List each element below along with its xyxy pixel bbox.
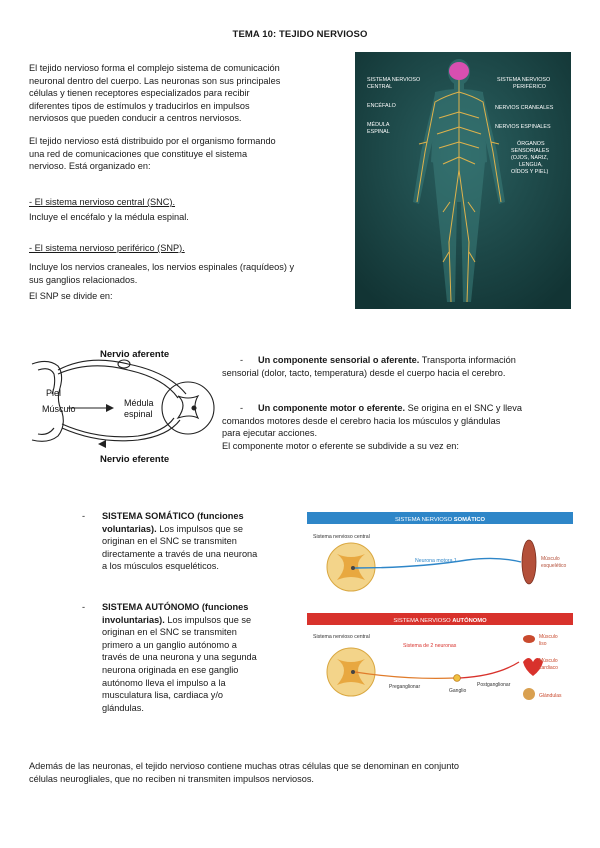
text-line: través de una neurona y una segunda <box>102 652 257 663</box>
somatic-text: Los impulsos que se <box>156 523 243 534</box>
label-organos: ÓRGANOS <box>517 141 545 147</box>
autonomic-spinal-cord <box>327 648 375 696</box>
reflex-arc-figure <box>28 344 218 466</box>
text-line: Además de las neuronas, el tejido nervioso contiene muchas otras células que se denominan en conjunto <box>29 761 460 771</box>
text-line: diferentes tipos de estímulos y traducirlos en impulsos <box>29 100 250 111</box>
somatic-header: SISTEMA NERVIOSO SOMÁTICO <box>394 517 486 523</box>
somatic-system-item <box>82 510 304 573</box>
text-line: originan en el SNC se transmiten <box>102 536 237 547</box>
autonomic-post-label: Postganglionar <box>477 682 511 688</box>
label-encefalo: ENCÉFALO <box>367 103 396 109</box>
reflex-arc-illustration <box>28 344 218 466</box>
text-line: El tejido nervioso forma el complejo sistema de comunicación <box>29 63 280 73</box>
snp-divide-text: El SNP se divide en: <box>29 291 113 301</box>
text-line: neurona originada en ese ganglio <box>102 664 239 675</box>
text-line: autónomo lleva el impulso a la <box>102 677 226 688</box>
text-line: originan en el SNC se transmiten <box>102 627 237 638</box>
snp-text <box>29 261 349 286</box>
cardiac-label-1: Músculo <box>539 658 558 664</box>
ns-diagram <box>307 512 573 712</box>
autonomic-ganglion-label: Ganglio <box>449 688 467 694</box>
brain-icon <box>449 62 469 80</box>
text-line: nerviosos que pueden conducir a centros nerviosos. <box>29 113 242 124</box>
label-snc-2: CENTRAL <box>367 84 393 90</box>
sensory-text: Transporta información <box>419 355 516 365</box>
snc-heading: - El sistema nervioso central (SNC). <box>29 197 176 207</box>
label-cord-2: espinal <box>124 409 153 419</box>
motor-component: - Un componente motor o eferente. Se origina en el SNC y lleva comandos motores desde el cerebro hacia los músculos y glándulas para ejecutar acciones. El componente motor o eferente se subdivide a su vez en: <box>222 402 572 452</box>
label-oidos: OÍDOS Y PIEL) <box>511 169 549 175</box>
autonomic-cns-label: Sistema nervioso central <box>313 634 370 640</box>
label-cord-1: Médula <box>124 398 154 408</box>
intro-paragraph-2 <box>29 135 347 173</box>
cardiac-label-2: cardiaco <box>539 665 558 671</box>
smooth-muscle-icon <box>523 635 535 643</box>
somatic-cns-label: Sistema nervioso central <box>313 534 370 540</box>
motor-text-3: para ejecutar acciones. <box>222 428 317 439</box>
body-illustration <box>355 52 571 309</box>
text-line: neuronal dentro del cuerpo. Las neuronas son sus principales <box>29 75 281 86</box>
intro-paragraph-1 <box>29 62 347 125</box>
somatic-muscle-label-1: Músculo <box>541 556 560 562</box>
text-line: directamente a través de una neurona <box>102 548 258 559</box>
autonomic-bold-2: involuntarias). <box>102 614 165 625</box>
smooth-muscle-label-2: liso <box>539 641 547 647</box>
somatic-spinal-cord <box>327 543 375 591</box>
text-line: a los músculos esqueléticos. <box>102 561 219 572</box>
autonomic-pre-label: Preganglionar <box>389 684 421 690</box>
snc-text: Incluye el encéfalo y la médula espinal. <box>29 212 189 222</box>
label-snp-2: PERIFÉRICO <box>513 84 546 90</box>
autonomic-bold-1: SISTEMA AUTÓNOMO (funciones <box>102 602 249 612</box>
motor-text-2: comandos motores desde el cerebro hacia los músculos y glándulas <box>222 415 501 426</box>
label-efferent: Nervio eferente <box>100 454 170 465</box>
label-sensoriales: SENSORIALES <box>511 148 550 154</box>
label-muscle: Músculo <box>42 404 76 414</box>
label-lengua: LENGUA, <box>519 162 543 168</box>
autonomic-text: Los impulsos que se <box>164 614 252 625</box>
closing-paragraph <box>29 760 574 785</box>
ganglion-icon <box>454 675 461 682</box>
label-medula: MÉDULA <box>367 122 390 128</box>
text-line: células neurogliales, que no reciben ni transmiten impulsos nerviosos. <box>29 773 314 784</box>
sensory-text-2: sensorial (dolor, tacto, temperatura) desde el cuerpo hacia el cerebro. <box>222 367 506 378</box>
snp-heading: - El sistema nervioso periférico (SNP). <box>29 243 185 253</box>
page-title: TEMA 10: TEJIDO NERVIOSO <box>232 29 368 40</box>
bullet-dash: - <box>82 602 86 612</box>
skeletal-muscle-icon <box>522 540 536 584</box>
text-line: El tejido nervioso está distribuido por el organismo formando <box>29 136 276 146</box>
motor-bold: Un componente motor o eferente. <box>258 403 406 413</box>
text-line: primero a un ganglio autónomo a <box>102 639 237 650</box>
text-line: una red de comunicaciones que constituye el sistema <box>29 148 248 159</box>
label-ojos: (OJOS, NARIZ, <box>511 155 549 161</box>
nervous-system-body-figure <box>355 52 571 309</box>
somatic-neuron-label: Neurona motora 1 <box>415 558 457 564</box>
autonomic-two-neuron-label: Sistema de 2 neuronas <box>403 643 457 649</box>
somatic-bold-2: voluntarias). <box>102 523 157 534</box>
label-medula-2: ESPINAL <box>367 129 390 135</box>
smooth-muscle-label-1: Músculo <box>539 634 558 640</box>
motor-text: Se origina en el SNC y lleva <box>405 403 522 413</box>
label-skin: Piel <box>46 388 62 398</box>
label-afferent: Nervio aferente <box>100 349 170 360</box>
label-espinales: NERVIOS ESPINALES <box>495 124 551 130</box>
label-snc: SISTEMA NERVIOSO <box>367 77 421 83</box>
text-line: Incluye los nervios craneales, los nervios espinales (raquídeos) y <box>29 262 295 272</box>
sensory-component: - Un componente sensorial o aferente. Transporta información sensorial (dolor, tacto, temperatura) desde el cuerpo hacia el cerebro. <box>222 354 572 379</box>
sensory-bold: Un componente sensorial o aferente. <box>258 355 420 365</box>
label-craneales: NERVIOS CRANEALES <box>495 105 554 111</box>
autonomic-system-item <box>82 601 304 714</box>
text-line: glándulas. <box>102 702 144 713</box>
glands-label: Glándulas <box>539 693 562 699</box>
gland-icon <box>523 688 535 700</box>
somatic-bold-1: SISTEMA SOMÁTICO (funciones <box>102 511 244 521</box>
text-line: musculatura lisa, cardiaca y/o <box>102 690 224 701</box>
label-snp: SISTEMA NERVIOSO <box>497 77 551 83</box>
text-line: nervioso. Está organizado en: <box>29 161 151 172</box>
somatic-autonomic-figure <box>307 512 573 712</box>
somatic-muscle-label-2: esquelético <box>541 563 567 569</box>
text-line: sus ganglios relacionados. <box>29 274 138 285</box>
bullet-dash: - <box>82 511 86 521</box>
motor-subdivide: El componente motor o eferente se subdivide a su vez en: <box>222 440 459 451</box>
text-line: células y tienen receptores especializados para recibir <box>29 88 250 99</box>
autonomic-header: SISTEMA NERVIOSO AUTÓNOMO <box>393 618 487 624</box>
